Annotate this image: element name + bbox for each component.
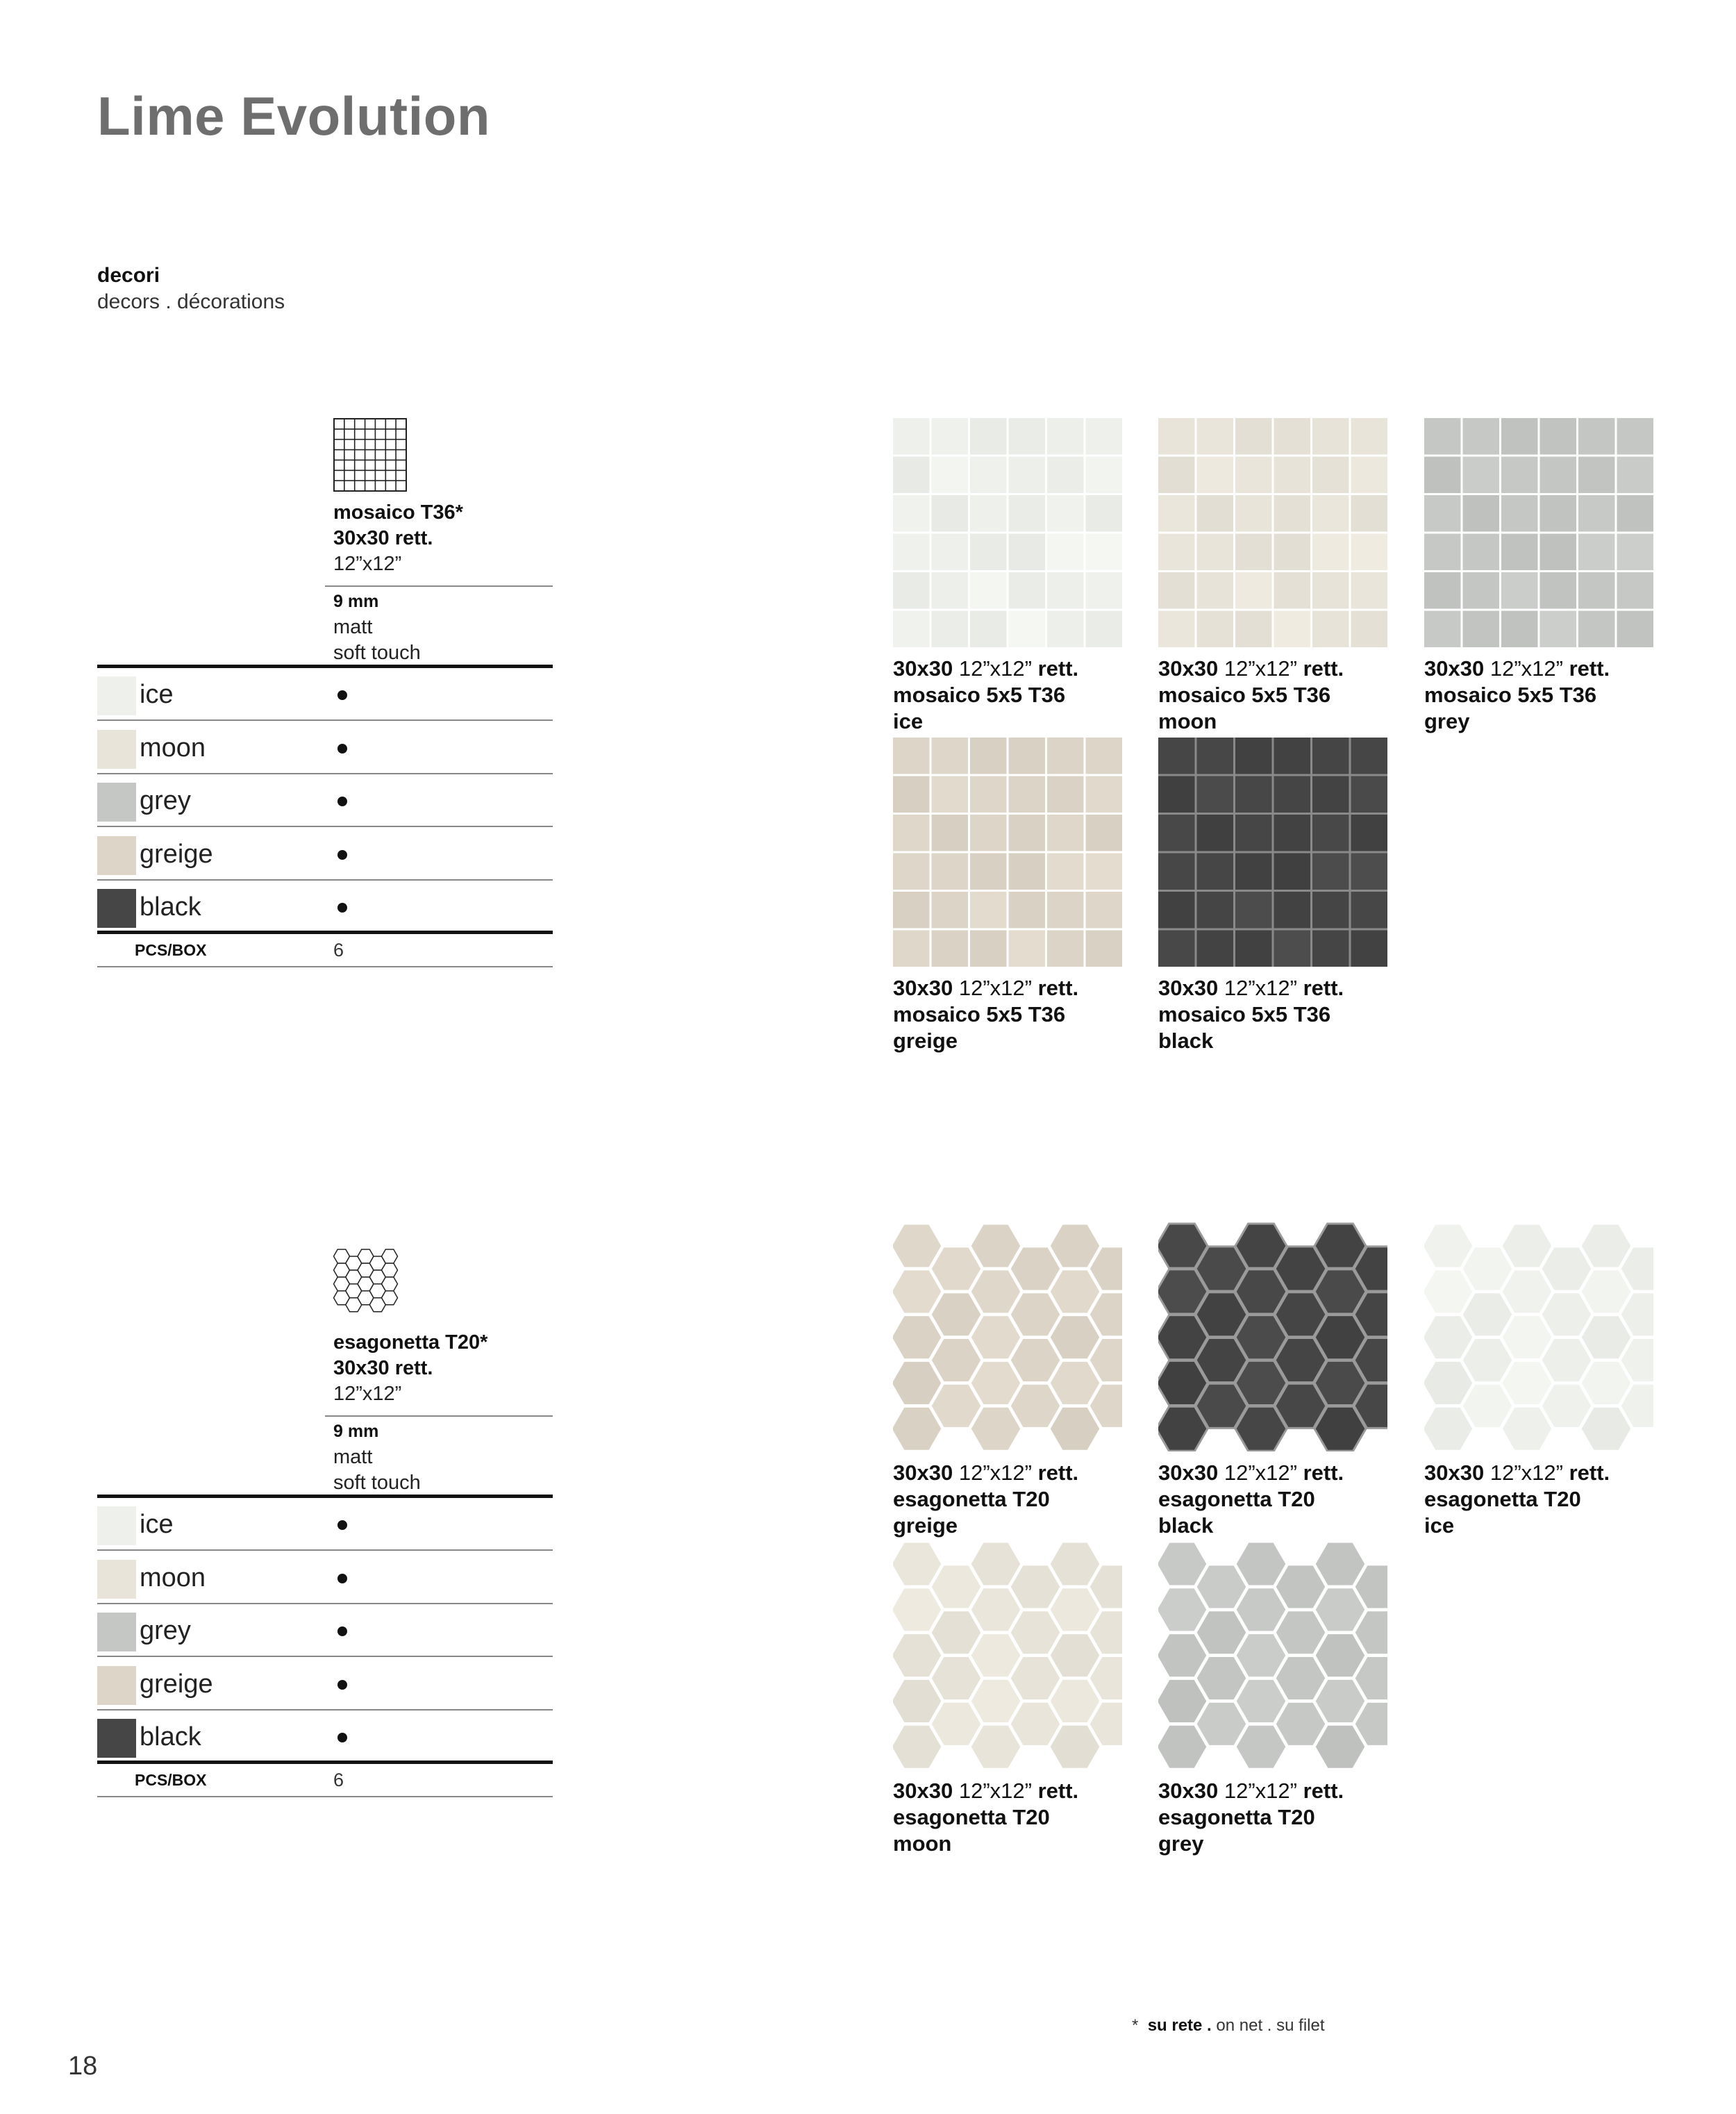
color-row-grey (97, 774, 553, 827)
availability-dot (337, 1626, 347, 1636)
thickness: 9 mm (333, 1422, 379, 1441)
color-swatch (97, 730, 136, 769)
color-name: ice (140, 1510, 174, 1539)
tile-image (1424, 1222, 1653, 1451)
color-name: black (140, 1722, 201, 1752)
section-translations: decors . décorations (97, 290, 285, 313)
color-row-grey (97, 1604, 553, 1657)
tile-caption (893, 1778, 1157, 1857)
thickness: 9 mm (333, 592, 379, 611)
tile-size: 30x30 (1158, 656, 1219, 681)
tile-caption (893, 975, 1157, 1054)
color-name: grey (140, 1616, 191, 1646)
tile-size: 30x30 (1158, 1460, 1219, 1485)
color-swatch (97, 676, 136, 715)
tile-size: 30x30 (893, 656, 953, 681)
tile-rett: rett. (1569, 656, 1610, 681)
tile-size: 30x30 (1424, 656, 1485, 681)
color-name: moon (140, 1563, 206, 1592)
tile-caption (1424, 656, 1688, 735)
tile-rett: rett. (1569, 1460, 1610, 1485)
tile-size: 30x30 (1158, 976, 1219, 1000)
divider (325, 585, 553, 587)
color-name: ice (140, 680, 174, 709)
color-swatch (97, 1613, 136, 1651)
availability-dot (337, 744, 347, 754)
tile-rett: rett. (1037, 1779, 1079, 1803)
tile-color: moon (1158, 709, 1217, 733)
tile-size-inch: 12”x12” (1224, 656, 1297, 681)
color-name: greige (140, 839, 213, 869)
tile-size: 30x30 (1424, 1460, 1485, 1485)
availability-dot (337, 690, 347, 700)
product-size-inch: 12”x12” (333, 553, 402, 575)
tile-type: esagonetta T20 (893, 1487, 1050, 1511)
tile-size: 30x30 (893, 976, 953, 1000)
tile-caption (1158, 975, 1422, 1054)
availability-dot (337, 1574, 347, 1583)
availability-dot (337, 1520, 347, 1530)
color-name: black (140, 892, 201, 922)
color-row-black (97, 881, 553, 933)
pcs-box-label: PCS/BOX (135, 1771, 207, 1789)
product-finish (333, 1419, 553, 1496)
tile-type: mosaico 5x5 T36 (1158, 683, 1331, 707)
color-row-moon (97, 1551, 553, 1604)
availability-dot (337, 850, 347, 860)
tile-color: grey (1424, 709, 1470, 733)
pcs-box-row (97, 1763, 553, 1797)
tile-size-inch: 12”x12” (1224, 976, 1297, 1000)
color-row-moon (97, 722, 553, 774)
finish-matt: matt (333, 616, 373, 638)
color-swatch (97, 1506, 136, 1545)
tile-image (1158, 418, 1387, 647)
tile-type: mosaico 5x5 T36 (1424, 683, 1597, 707)
tile-image (893, 1222, 1122, 1451)
color-row-ice (97, 1498, 553, 1551)
color-swatch (97, 889, 136, 928)
color-name: greige (140, 1669, 213, 1699)
tile-color: greige (893, 1029, 958, 1053)
tile-caption (1158, 1460, 1422, 1539)
product-info (333, 500, 553, 577)
tile-caption (893, 1460, 1157, 1539)
tile-image (893, 1540, 1122, 1770)
section-label: decori (97, 264, 160, 287)
square-grid-icon (333, 418, 407, 492)
tile-caption (1424, 1460, 1688, 1539)
product-size: 30x30 rett. (333, 527, 433, 549)
color-swatch (97, 836, 136, 875)
pcs-box-label: PCS/BOX (135, 941, 207, 959)
tile-color: moon (893, 1831, 952, 1856)
color-swatch (97, 783, 136, 822)
tile-image (1158, 1540, 1387, 1770)
footnote-bold: su rete . (1147, 2016, 1212, 2035)
pcs-box-value: 6 (333, 940, 344, 960)
hexagon-grid-icon (333, 1248, 407, 1322)
tile-color: black (1158, 1029, 1214, 1053)
product-size: 30x30 rett. (333, 1357, 433, 1379)
tile-rett: rett. (1037, 1460, 1079, 1485)
pcs-box-row (97, 933, 553, 967)
tile-size-inch: 12”x12” (1224, 1779, 1297, 1803)
tile-image (1424, 418, 1653, 647)
color-swatch (97, 1560, 136, 1599)
page-title: Lime Evolution (97, 85, 491, 147)
tile-type: mosaico 5x5 T36 (1158, 1002, 1331, 1026)
tile-color: black (1158, 1513, 1214, 1538)
product-name: esagonetta T20* (333, 1331, 488, 1354)
section-heading (97, 263, 285, 315)
tile-color: ice (1424, 1513, 1455, 1538)
tile-type: esagonetta T20 (1158, 1487, 1315, 1511)
tile-rett: rett. (1303, 1779, 1344, 1803)
tile-color: grey (1158, 1831, 1204, 1856)
footnote-rest: on net . su filet (1216, 2016, 1325, 2035)
tile-type: esagonetta T20 (1424, 1487, 1581, 1511)
color-row-black (97, 1711, 553, 1763)
tile-size-inch: 12”x12” (958, 1779, 1032, 1803)
tile-type: esagonetta T20 (1158, 1805, 1315, 1829)
tile-type: mosaico 5x5 T36 (893, 683, 1066, 707)
tile-caption (1158, 656, 1422, 735)
divider (325, 1415, 553, 1417)
tile-type: mosaico 5x5 T36 (893, 1002, 1066, 1026)
color-name: moon (140, 733, 206, 763)
tile-size-inch: 12”x12” (958, 656, 1032, 681)
color-swatch (97, 1719, 136, 1758)
tile-rett: rett. (1037, 976, 1079, 1000)
tile-image (1158, 1222, 1387, 1451)
tile-size: 30x30 (893, 1779, 953, 1803)
tile-size: 30x30 (1158, 1779, 1219, 1803)
color-swatch (97, 1666, 136, 1705)
color-row-ice (97, 668, 553, 721)
tile-rett: rett. (1037, 656, 1079, 681)
finish-soft-touch: soft touch (333, 1472, 421, 1494)
tile-image (893, 418, 1122, 647)
color-name: grey (140, 786, 191, 816)
tile-rett: rett. (1303, 1460, 1344, 1485)
tile-size-inch: 12”x12” (1489, 1460, 1563, 1485)
tile-size-inch: 12”x12” (958, 976, 1032, 1000)
availability-dot (337, 1733, 347, 1742)
tile-type: esagonetta T20 (893, 1805, 1050, 1829)
tile-caption (1158, 1778, 1422, 1857)
page-number: 18 (68, 2051, 98, 2081)
product-finish (333, 589, 553, 666)
tile-size-inch: 12”x12” (1489, 656, 1563, 681)
tile-image (1158, 738, 1387, 967)
tile-rett: rett. (1303, 976, 1344, 1000)
availability-dot (337, 1680, 347, 1690)
tile-color: greige (893, 1513, 958, 1538)
tile-image (893, 738, 1122, 967)
tile-size: 30x30 (893, 1460, 953, 1485)
product-name: mosaico T36* (333, 501, 463, 524)
tile-size-inch: 12”x12” (1224, 1460, 1297, 1485)
availability-dot (337, 903, 347, 913)
tile-size-inch: 12”x12” (958, 1460, 1032, 1485)
color-row-greige (97, 828, 553, 881)
finish-matt: matt (333, 1446, 373, 1468)
tile-rett: rett. (1303, 656, 1344, 681)
color-row-greige (97, 1658, 553, 1711)
tile-caption (893, 656, 1157, 735)
availability-dot (337, 797, 347, 806)
product-info (333, 1330, 553, 1407)
finish-soft-touch: soft touch (333, 642, 421, 664)
pcs-box-value: 6 (333, 1770, 344, 1790)
tile-color: ice (893, 709, 924, 733)
product-size-inch: 12”x12” (333, 1383, 402, 1405)
footnote: * su rete . on net . su filet (1132, 2016, 1325, 2035)
